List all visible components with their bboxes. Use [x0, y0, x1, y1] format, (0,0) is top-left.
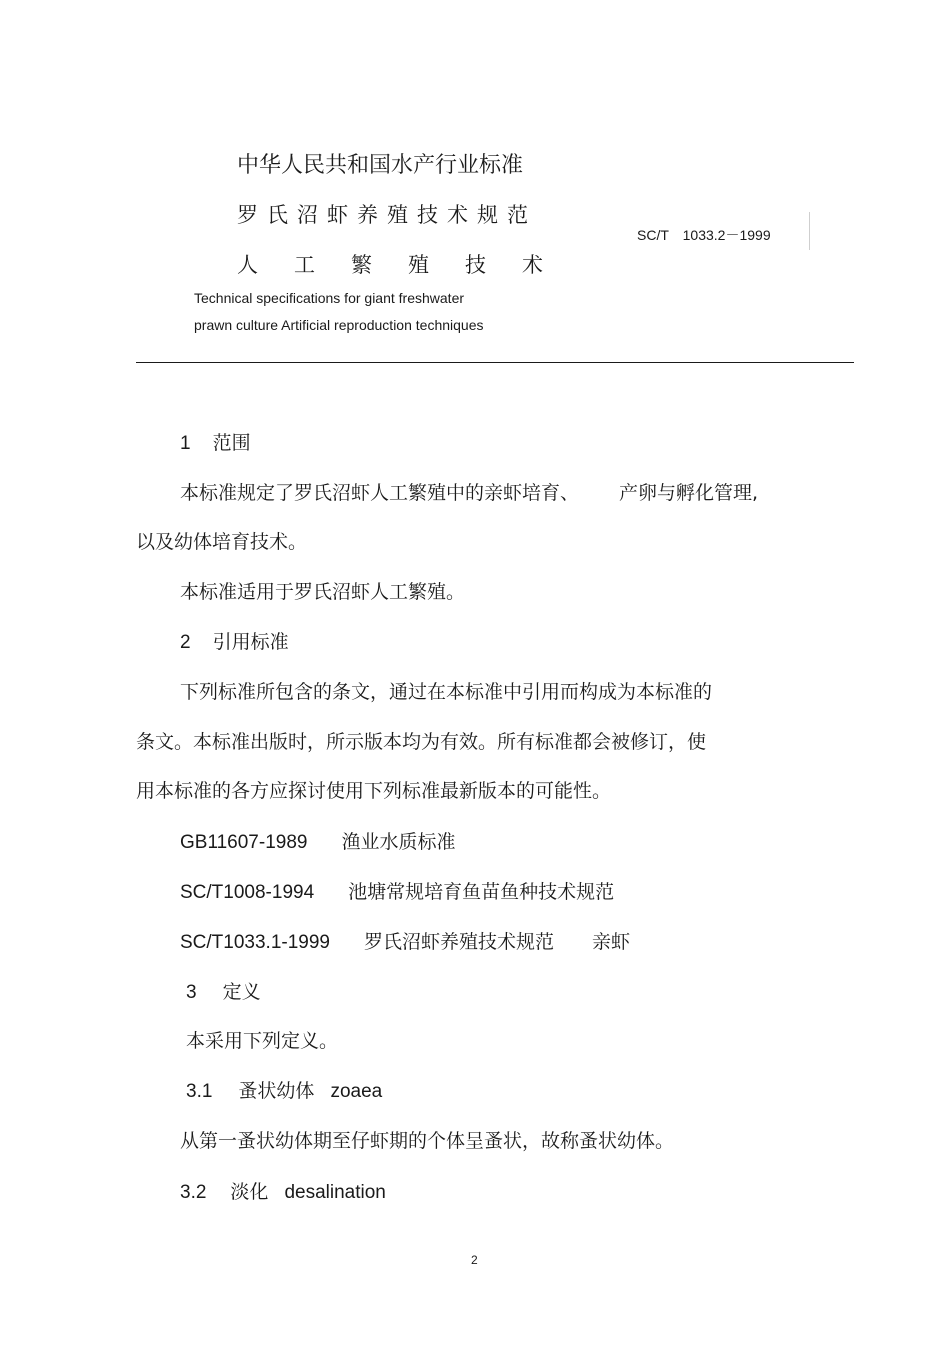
standard-category-title: 中华人民共和国水产行业标准 [237, 153, 524, 178]
header-rule [136, 362, 854, 363]
subsection-title: 淡化 [230, 1181, 269, 1203]
reference-name: 池塘常规培育鱼苗鱼种技术规范 [348, 881, 615, 903]
section-title: 定义 [222, 981, 261, 1003]
section-title: 引用标准 [212, 631, 289, 653]
text-run: 本标准规定了罗氏沼虾人工繁殖中的亲虾培育、 [180, 482, 580, 504]
paragraph-line: 用本标准的各方应探讨使用下列标准最新版本的可能性。 [136, 780, 612, 802]
english-title-line-1: Technical specifications for giant freshwater [194, 290, 465, 306]
section-3-heading [186, 977, 261, 1004]
subsection-3-1-heading [186, 1076, 382, 1103]
paragraph-line: 以及幼体培育技术。 [136, 531, 308, 553]
paragraph-line: 本采用下列定义。 [186, 1030, 339, 1052]
header-divider-vertical [809, 212, 810, 250]
reference-extra: 亲虾 [592, 931, 631, 953]
subsection-number: 3.2 [180, 1182, 207, 1203]
text-run: 产卵与孵化管理, [619, 482, 759, 504]
section-1-heading [180, 428, 251, 455]
subsection-number: 3.1 [186, 1081, 213, 1102]
standard-title: 罗氏沼虾养殖技术规范 [237, 203, 537, 227]
section-number: 1 [180, 433, 191, 454]
page-number: 2 [471, 1253, 478, 1267]
subsection-title: 蚤状幼体 [238, 1080, 315, 1102]
reference-item [180, 827, 456, 854]
paragraph-line: 从第一蚤状幼体期至仔虾期的个体呈蚤状，故称蚤状幼体。 [180, 1130, 675, 1152]
reference-name: 渔业水质标准 [341, 831, 456, 853]
section-title: 范围 [212, 432, 251, 454]
english-title-line-2: prawn culture Artificial reproduction techniques [194, 317, 484, 333]
subsection-english-term: desalination [284, 1182, 386, 1203]
paragraph-line: 本标准适用于罗氏沼虾人工繁殖。 [180, 581, 466, 603]
reference-code: SC/T1008-1994 [180, 882, 315, 903]
reference-code: GB11607-1989 [180, 832, 308, 853]
reference-item [180, 927, 630, 954]
subsection-english-term: zoaea [330, 1081, 383, 1102]
standard-subtitle: 人工繁殖技术 [237, 253, 579, 277]
subsection-3-2-heading [180, 1177, 386, 1204]
paragraph-line: 下列标准所包含的条文，通过在本标准中引用而构成为本标准的 [180, 681, 713, 703]
standard-code: SC/T 1033.2－1999 [637, 227, 771, 243]
section-2-heading [180, 627, 289, 654]
reference-item [180, 877, 614, 904]
paragraph-line [180, 478, 758, 505]
reference-code: SC/T1033.1-1999 [180, 932, 330, 953]
section-number: 2 [180, 632, 191, 653]
reference-name: 罗氏沼虾养殖技术规范 [364, 931, 555, 953]
section-number: 3 [186, 982, 197, 1003]
paragraph-line: 条文。本标准出版时，所示版本均为有效。所有标准都会被修订，使 [136, 731, 707, 753]
